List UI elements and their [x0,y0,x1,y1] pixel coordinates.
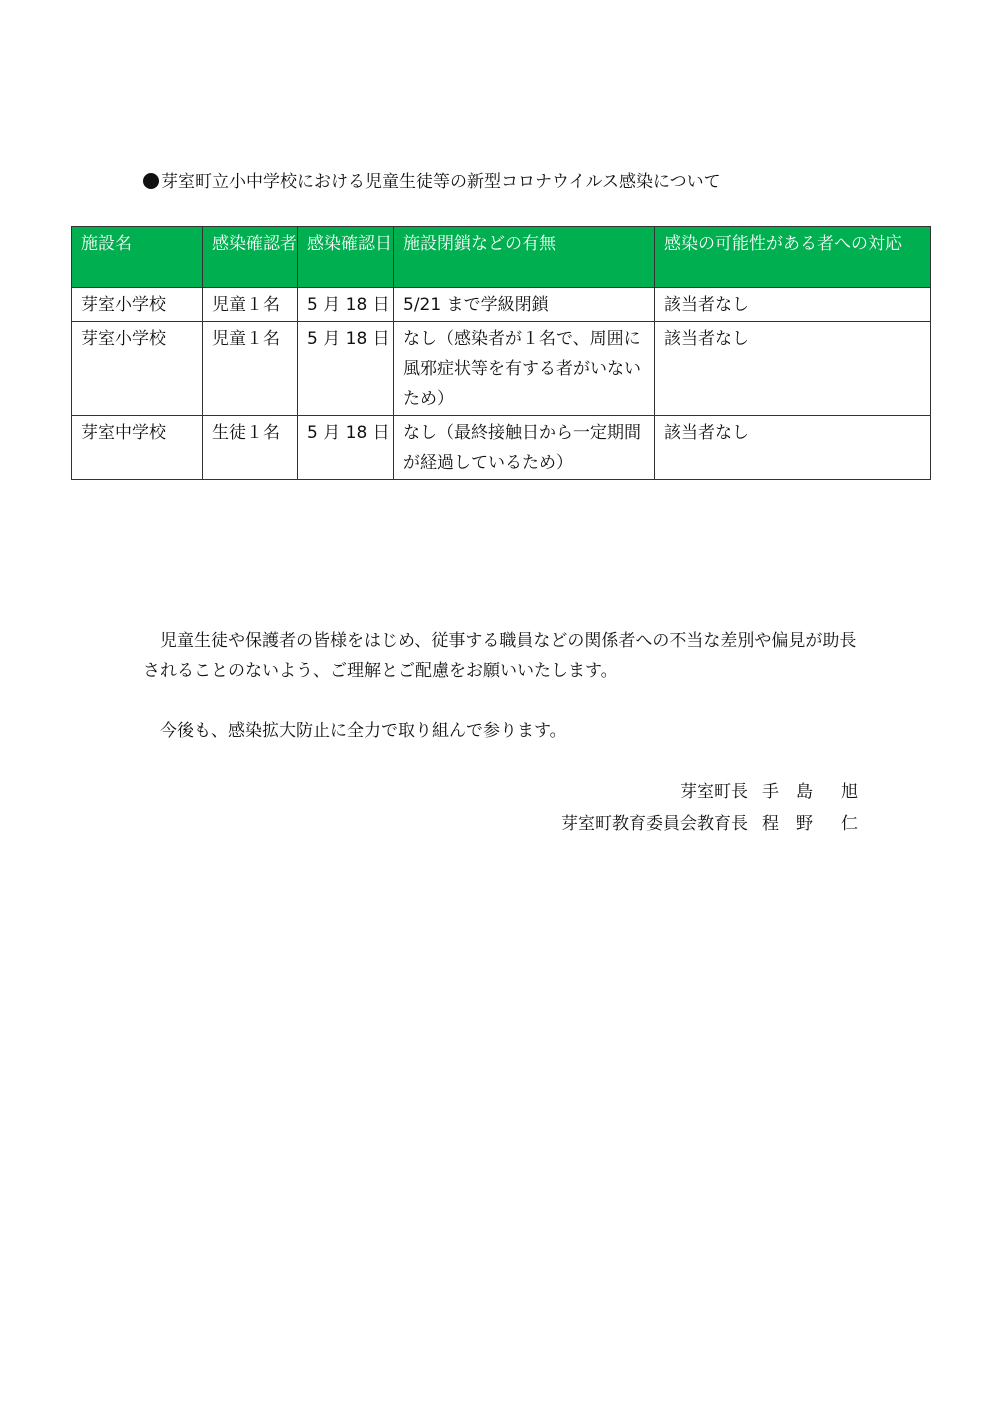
signature-surname: 程 野 [762,814,813,834]
signature-given-name: 旭 [841,782,858,802]
cell-facility: 芽室小学校 [72,288,203,322]
signature-superintendent [561,812,858,836]
signature-given-name: 仁 [841,814,858,834]
signature-title: 芽室町長 [680,782,748,802]
header-response: 感染の可能性がある者への対応 [655,227,931,288]
cell-facility: 芽室中学校 [72,416,203,480]
signature-title: 芽室町教育委員会教育長 [561,814,748,834]
cell-response: 該当者なし [655,288,931,322]
cell-confirmed-person: 児童１名 [203,288,298,322]
request-paragraph [143,626,873,686]
header-closure: 施設閉鎖などの有無 [394,227,655,288]
header-confirmed-person: 感染確認者 [203,227,298,288]
cell-confirmed-date: 5 月 18 日 [298,416,394,480]
cell-closure: 5/21 まで学級閉鎖 [394,288,655,322]
request-text: 児童生徒や保護者の皆様をはじめ、従事する職員などの関係者への不当な差別や偏見が助長されることのないよう、ご理解とご配慮をお願いいたします。 [143,631,857,681]
table-row [72,322,931,416]
table-row [72,416,931,480]
cell-confirmed-date: 5 月 18 日 [298,322,394,416]
signature-mayor [680,780,858,804]
cell-facility: 芽室小学校 [72,322,203,416]
cell-response: 該当者なし [655,416,931,480]
cell-confirmed-date: 5 月 18 日 [298,288,394,322]
document-heading [143,170,721,194]
cell-confirmed-person: 児童１名 [203,322,298,416]
cell-closure: なし（最終接触日から一定期間が経過しているため） [394,416,655,480]
cell-closure: なし（感染者が１名で、周囲に風邪症状等を有する者がいないため） [394,322,655,416]
heading-text: 芽室町立小中学校における児童生徒等の新型コロナウイルス感染について [161,172,721,192]
table-row [72,288,931,322]
table-header-row [72,227,931,288]
cell-confirmed-person: 生徒１名 [203,416,298,480]
header-confirmed-date: 感染確認日 [298,227,394,288]
signature-surname: 手 島 [762,782,813,802]
infection-table [71,226,931,480]
header-facility: 施設名 [72,227,203,288]
commitment-paragraph [143,716,873,746]
bullet-icon [143,173,159,189]
cell-response: 該当者なし [655,322,931,416]
commitment-text: 今後も、感染拡大防止に全力で取り組んで参ります。 [160,721,567,741]
